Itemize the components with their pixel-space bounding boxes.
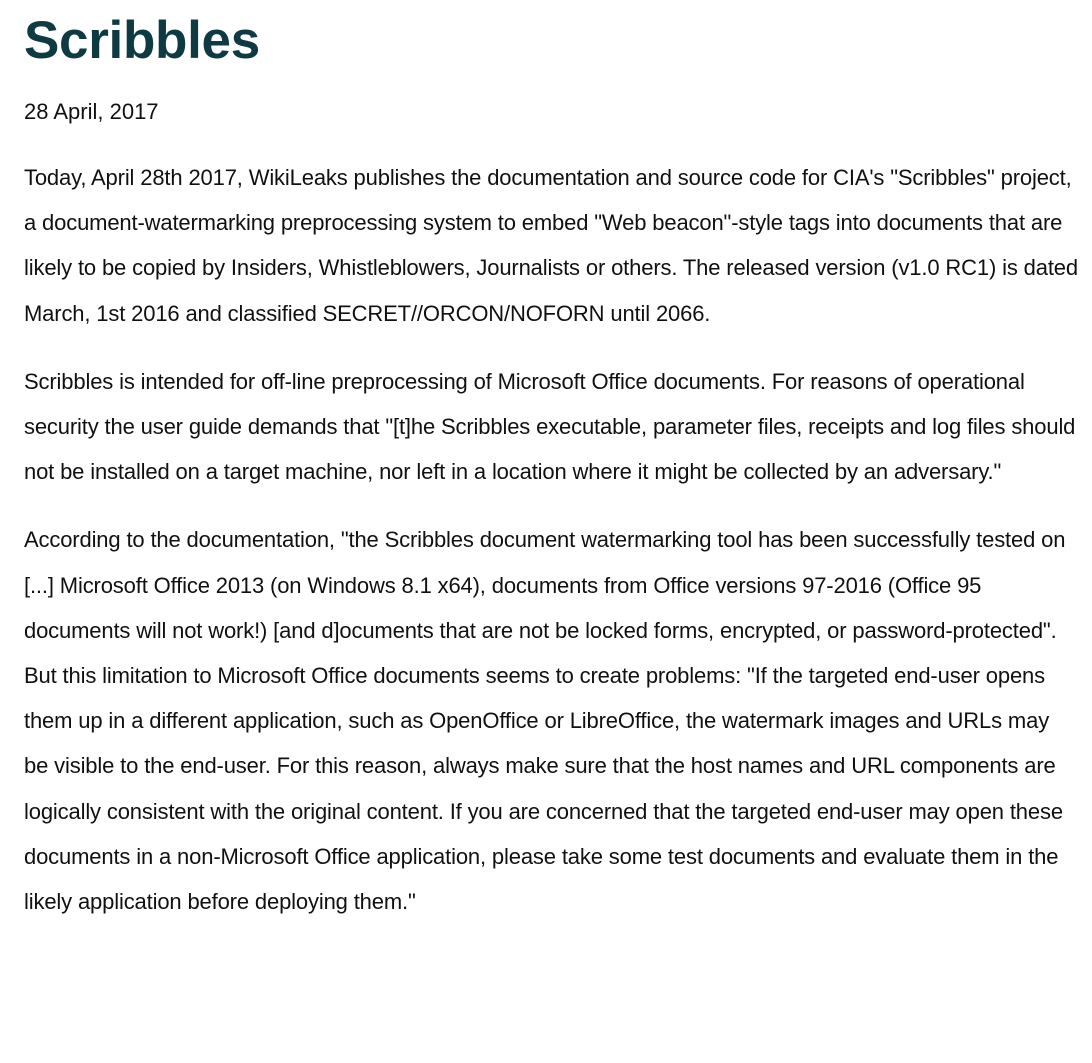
article-title: Scribbles bbox=[24, 11, 260, 70]
article-paragraph-3: According to the documentation, "the Scribbles document watermarking tool has been successfully tested on [...] Microsoft Office 2013 (on Windows 8.1 x64), documents from Office versions 97-2016 (Office 95 documents will not work!) [and d]ocuments that are not be locked forms, encrypted, or password-protected". But this limitation to Microsoft Office documents seems to create problems: "If the targeted end-user opens them up in a different application, such as OpenOffice or LibreOffice, the watermark images and URLs may be visible to the end-user. For this reason, always make sure that the host names and URL components are logically consistent with the original content. If you are concerned that the targeted end-user may open these documents in a non-Microsoft Office application, please take some test documents and evaluate them in the likely application before deploying them." bbox=[24, 527, 1066, 915]
article-date: 28 April, 2017 bbox=[24, 99, 159, 124]
article bbox=[24, 8, 1078, 924]
article-paragraph-2: Scribbles is intended for off-line preprocessing of Microsoft Office documents. For reasons of operational security the user guide demands that "[t]he Scribbles executable, parameter files, receipts and log files should not be installed on a target machine, nor left in a location where it might be collected by an adversary." bbox=[24, 368, 1076, 485]
article-paragraph-1: Today, April 28th 2017, WikiLeaks publishes the documentation and source code for CIA's "Scribbles" project, a document-watermarking preprocessing system to embed "Web beacon"-style tags into documents that are likely to be copied by Insiders, Whistleblowers, Journalists or others. The released version (v1.0 RC1) is dated March, 1st 2016 and classified SECRET//ORCON/NOFORN until 2066. bbox=[24, 165, 1078, 326]
